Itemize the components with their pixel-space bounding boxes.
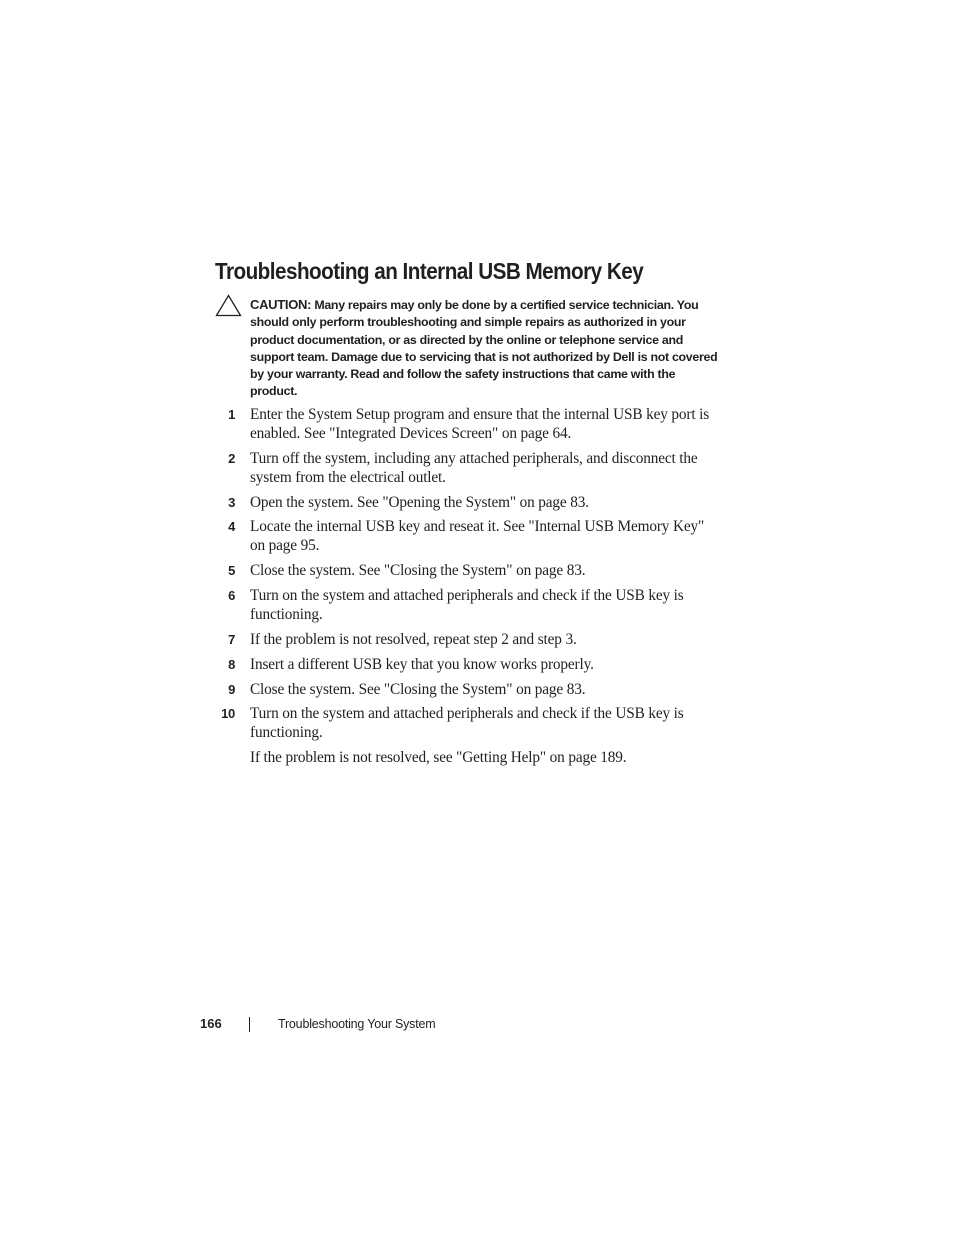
caution-text: Many repairs may only be done by a certified service technician. You should only perform troubleshooting and simple repairs as authorized in your product documentation, or as directed by the online or telephone service and support team. Damage due to servicing that is not authorized by Dell is not covered by your warranty. Read and follow the safety instructions that came with the product. <box>250 298 718 399</box>
caution-label: CAUTION: <box>250 297 312 312</box>
page-number: 166 <box>200 1016 222 1031</box>
step-text: Enter the System Setup program and ensure that the internal USB key port is enabled. See "Integrated Devices Screen" on page 64. <box>250 406 710 442</box>
step-text: Turn on the system and attached peripherals and check if the USB key is functioning. <box>250 587 684 623</box>
step-number: 4 <box>228 519 235 534</box>
step-text: Close the system. See "Closing the System" on page 83. <box>250 681 586 698</box>
caution-triangle-icon <box>215 294 242 317</box>
step-number: 8 <box>228 657 235 672</box>
step-text: Insert a different USB key that you know works properly. <box>250 656 594 673</box>
step-number: 9 <box>228 682 235 697</box>
footer-divider <box>249 1017 250 1032</box>
step-text: Open the system. See "Opening the System" on page 83. <box>250 494 589 511</box>
step-text: Close the system. See "Closing the System" on page 83. <box>250 562 586 579</box>
caution-notice <box>250 296 720 401</box>
step-number: 2 <box>228 451 235 466</box>
step-number: 6 <box>228 588 235 603</box>
step-number: 3 <box>228 495 235 510</box>
closing-note: If the problem is not resolved, see "Getting Help" on page 189. <box>250 749 627 766</box>
page-heading: Troubleshooting an Internal USB Memory Key <box>215 258 644 284</box>
footer-section-title: Troubleshooting Your System <box>278 1017 436 1031</box>
step-text: Locate the internal USB key and reseat it. See "Internal USB Memory Key" on page 95. <box>250 518 705 554</box>
step-text: If the problem is not resolved, repeat step 2 and step 3. <box>250 631 577 648</box>
step-text: Turn on the system and attached peripherals and check if the USB key is functioning. <box>250 705 684 741</box>
step-number: 5 <box>228 563 235 578</box>
step-number: 7 <box>228 632 235 647</box>
step-number: 1 <box>228 407 235 422</box>
step-text: Turn off the system, including any attached peripherals, and disconnect the system from the electrical outlet. <box>250 450 698 486</box>
step-number: 10 <box>221 706 235 721</box>
